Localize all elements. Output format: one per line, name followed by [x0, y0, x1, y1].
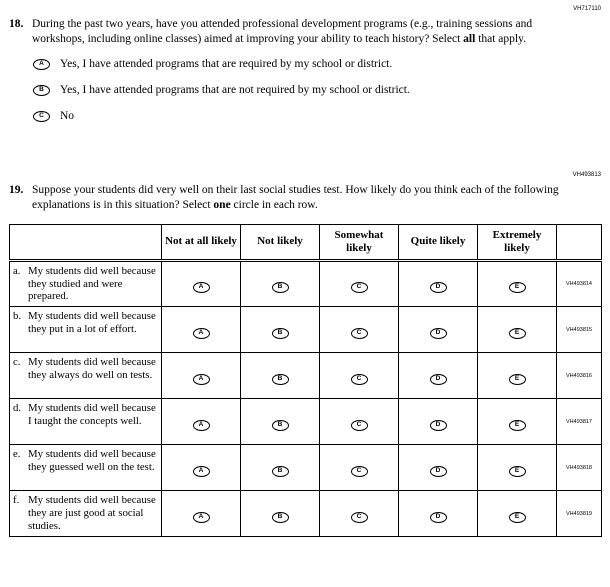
item-code: VH493815: [557, 307, 602, 353]
answer-bubble[interactable]: A: [33, 59, 50, 70]
row-text: My students did well because they always do well on tests.: [28, 356, 156, 382]
item-code: VH493814: [557, 260, 602, 307]
answer-bubble[interactable]: D: [430, 328, 447, 339]
row-text: My students did well because I taught the concepts well.: [28, 402, 156, 428]
table-row: [10, 353, 602, 399]
answer-bubble[interactable]: D: [430, 374, 447, 385]
header-row: [10, 224, 602, 260]
answer-bubble[interactable]: E: [509, 420, 526, 431]
option-label: Yes, I have attended programs that are required by my school or district.: [60, 57, 393, 70]
table-row: [10, 399, 602, 445]
answer-bubble[interactable]: B: [272, 282, 289, 293]
form-code-q18: VH717110: [573, 6, 601, 12]
option-label: No: [60, 109, 75, 122]
header-somewhat-likely: Somewhat likely: [320, 224, 399, 260]
answer-bubble[interactable]: B: [272, 512, 289, 523]
likelihood-matrix-table: [9, 224, 602, 538]
question-18-options: [32, 57, 559, 124]
table-row: [10, 307, 602, 353]
answer-bubble[interactable]: D: [430, 512, 447, 523]
row-text: My students did well because they are just good at social studies.: [28, 494, 156, 533]
question-19-number: 19.: [9, 183, 24, 196]
option-label: Yes, I have attended programs that are not required by my school or district.: [60, 83, 410, 96]
question-19-text: Suppose your students did very well on their last social studies test. How likely do you think each of the following explanations is in this situation? Select one circle in each row.: [32, 183, 559, 211]
answer-bubble[interactable]: B: [272, 420, 289, 431]
table-row: [10, 260, 602, 307]
row-text: My students did well because they put in a lot of effort.: [28, 310, 156, 336]
question-18-text: During the past two years, have you attended professional development programs (e.g., training sessions and workshops, including online classes) aimed at improving your ability to teach history? Select all that apply.: [32, 18, 533, 45]
answer-bubble[interactable]: C: [351, 374, 368, 385]
item-code: VH493817: [557, 399, 602, 445]
header-code-column: [557, 224, 602, 260]
answer-bubble[interactable]: E: [509, 282, 526, 293]
header-not-likely: Not likely: [241, 224, 320, 260]
row-letter: c.: [13, 356, 21, 369]
table-row: [10, 445, 602, 491]
option-row: [33, 83, 559, 98]
option-row: [33, 109, 559, 124]
answer-bubble[interactable]: A: [193, 328, 210, 339]
answer-bubble[interactable]: C: [351, 282, 368, 293]
header-blank: [10, 224, 162, 260]
answer-bubble[interactable]: A: [193, 512, 210, 523]
answer-bubble[interactable]: A: [193, 466, 210, 477]
header-quite-likely: Quite likely: [399, 224, 478, 260]
answer-bubble[interactable]: C: [33, 111, 50, 122]
answer-bubble[interactable]: E: [509, 512, 526, 523]
question-18: [9, 17, 601, 135]
item-code: VH493816: [557, 353, 602, 399]
answer-bubble[interactable]: E: [509, 374, 526, 385]
answer-bubble[interactable]: A: [193, 420, 210, 431]
answer-bubble[interactable]: E: [509, 328, 526, 339]
table-row: [10, 491, 602, 537]
row-letter: e.: [13, 448, 21, 461]
question-19: [9, 183, 601, 213]
row-text: My students did well because they guessed well on the test.: [28, 448, 156, 474]
answer-bubble[interactable]: D: [430, 466, 447, 477]
row-letter: a.: [13, 264, 21, 277]
row-letter: f.: [13, 494, 20, 507]
option-row: [33, 57, 559, 72]
answer-bubble[interactable]: B: [272, 328, 289, 339]
answer-bubble[interactable]: B: [33, 85, 50, 96]
answer-bubble[interactable]: D: [430, 420, 447, 431]
answer-bubble[interactable]: C: [351, 466, 368, 477]
question-18-number: 18.: [9, 18, 24, 30]
answer-bubble[interactable]: C: [351, 328, 368, 339]
answer-bubble[interactable]: E: [509, 466, 526, 477]
answer-bubble[interactable]: A: [193, 282, 210, 293]
row-letter: d.: [13, 402, 22, 415]
row-text: My students did well because they studied and were prepared.: [28, 264, 156, 303]
row-letter: b.: [13, 310, 22, 323]
answer-bubble[interactable]: D: [430, 282, 447, 293]
answer-bubble[interactable]: A: [193, 374, 210, 385]
answer-bubble[interactable]: B: [272, 466, 289, 477]
item-code: VH493818: [557, 445, 602, 491]
header-not-at-all-likely: Not at all likely: [162, 224, 241, 260]
answer-bubble[interactable]: B: [272, 374, 289, 385]
form-code-q19: VH493813: [572, 171, 601, 178]
answer-bubble[interactable]: C: [351, 420, 368, 431]
answer-bubble[interactable]: C: [351, 512, 368, 523]
header-extremely-likely: Extremely likely: [478, 224, 557, 260]
item-code: VH493819: [557, 491, 602, 537]
